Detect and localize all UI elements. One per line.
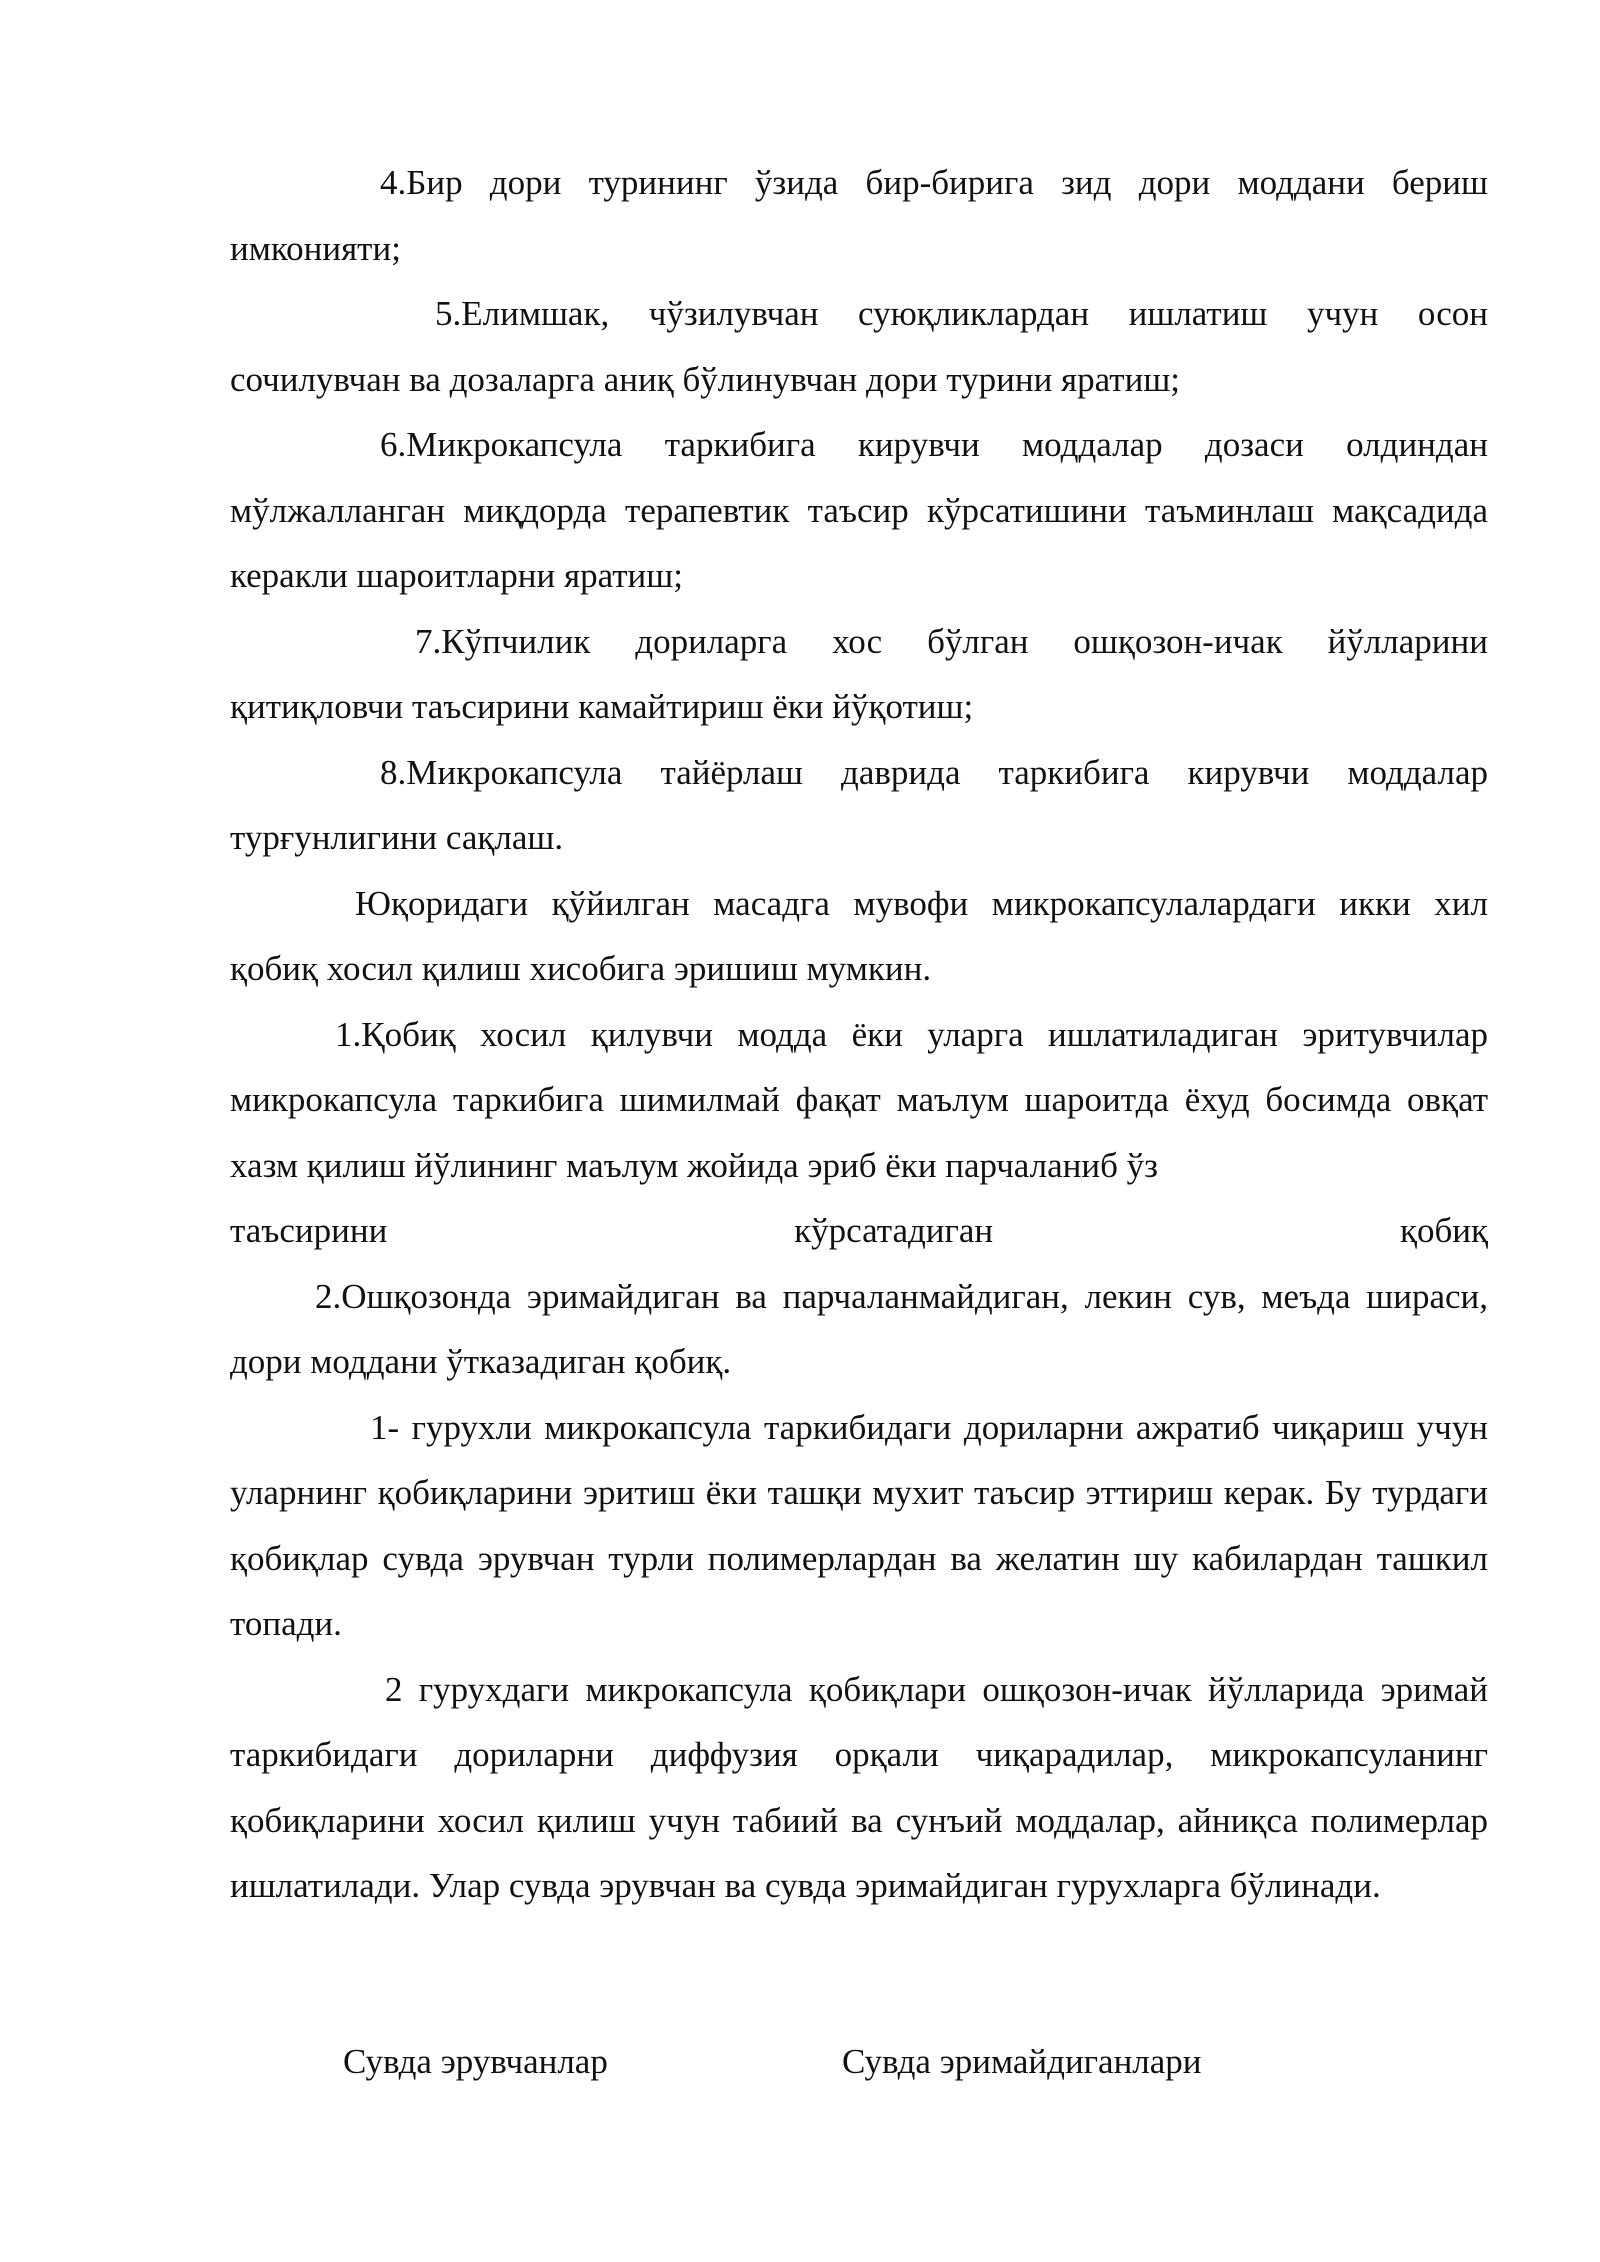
water-insoluble-label: Сувда эримайдиганлари: [842, 2042, 1202, 2081]
tail-word-3: қобиқ: [1399, 1211, 1488, 1250]
water-soluble-label: Сувда эрувчанлар: [343, 2042, 608, 2081]
paragraph-item-6: 6.Микрокапсула таркибига кирувчи моддалар дозаси олдиндан мўлжалланган миқдорда терапевтик таъсир кўрсатишини таъминлаш мақсадида керакли шароитларни яратиш;: [230, 425, 1488, 595]
tail-word-1: таъсирини: [230, 1211, 388, 1250]
classification-row: [0, 2032, 1600, 2092]
paragraph-item-5: 5.Елимшак, чўзилувчан суюқликлардан ишлатиш учун осон сочилувчан ва дозаларга аниқ бўлинувчан дори турини яратиш;: [230, 294, 1488, 399]
paragraph-intro: Юқоридаги қўйилган масадга мувофи микрокапсулалардаги икки хил қобиқ хосил қилиш хисобига эришиш мумкин.: [230, 883, 1488, 988]
paragraph-item-8: 8.Микрокапсула тайёрлаш даврида таркибига кирувчи моддалар турғунлигини сақлаш.: [230, 752, 1488, 857]
paragraph-group-2: 2 гурухдаги микрокапсула қобиқлари ошқозон-ичак йўлларида эримай таркибидаги дориларни диффузия орқали чиқарадилар, микрокапсуланинг қобиқларини хосил қилиш учун табиий ва сунъий моддалар, айниқса полимерлар ишлатилади. Улар сувда эрувчан ва сувда эримайдиган гурухларга бўлинади.: [230, 1669, 1488, 1905]
paragraph-shell-1-tail: [230, 1198, 1488, 1264]
paragraph-group-1: 1- гурухли микрокапсула таркибидаги дориларни ажратиб чиқариш учун уларнинг қобиқларини эритиш ёки ташқи мухит таъсир эттириш керак. Бу турдаги қобиқлар сувда эрувчан турли полимерлардан ва желатин шу кабилардан ташкил топади.: [230, 1407, 1488, 1643]
paragraph-item-7: 7.Кўпчилик дориларга хос бўлган ошқозон-ичак йўлларини қитиқловчи таъсирини камайтириш ёки йўқотиш;: [230, 621, 1488, 726]
paragraph-shell-2: 2.Ошқозонда эримайдиган ва парчаланмайдиган, лекин сув, меъда шираси, дори моддани ўтказадиган қобиқ.: [230, 1276, 1488, 1381]
body-text: [230, 150, 1488, 1919]
tail-word-2: кўрсатадиган: [794, 1211, 994, 1250]
paragraph-item-4: 4.Бир дори турининг ўзида бир-бирига зид дори моддани бериш имконияти;: [230, 163, 1488, 268]
paragraph-shell-1: 1.Қобиқ хосил қилувчи модда ёки уларга ишлатиладиган эритувчилар микрокапсула таркибига шимилмай фақат маълум шароитда ёхуд босимда овқат хазм қилиш йўлининг маълум жойида эриб ёки парчаланиб ўз: [230, 1014, 1488, 1185]
